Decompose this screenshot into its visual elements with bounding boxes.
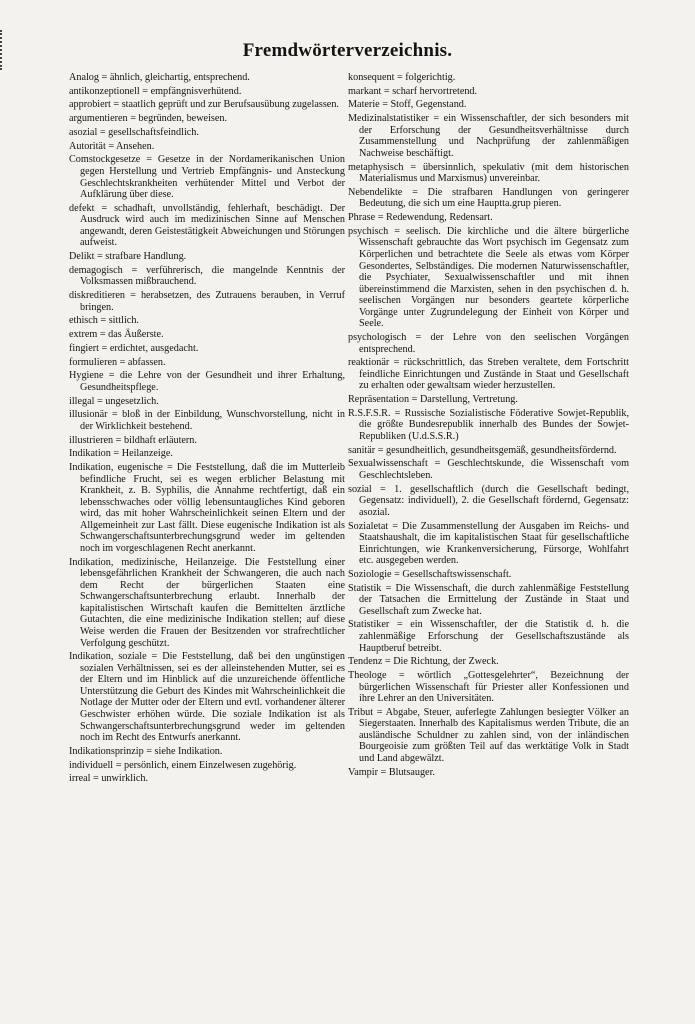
glossary-entry: Statistik = Die Wissenschaft, die durch zahlenmäßige Feststellung der Tatsachen die Ermittelung der Zustände in Staat und Gesellschaft zum Zwecke hat. xyxy=(348,582,629,617)
right-column xyxy=(348,72,629,780)
glossary-entry: Indikation, eugenische = Die Feststellung, daß die im Mutterleib befindliche Frucht, sei es wegen erblicher Belastung mit Krankheit, z. B. Syphilis, die Annahme rechtfertigt, daß ein lebensschwaches oder völlig lebensuntaugliches Kind geboren wird, das mit hoher Wahrscheinlichkeit seinen Eltern und der Allgemeinheit zur Last fällt. Diese eugenische Indikation ist als Schwangerschaftsunterbrechungsgrund weder im geltenden noch im vorgeschlagenen Recht anerkannt. xyxy=(69,462,345,554)
glossary-entry: formulieren = abfassen. xyxy=(69,356,166,368)
glossary-entry: Soziologie = Gesellschaftswissenschaft. xyxy=(348,568,512,580)
glossary-entry: antikonzeptionell = empfängnisverhütend. xyxy=(69,85,242,97)
glossary-entry: Phrase = Redewendung, Redensart. xyxy=(348,212,493,224)
glossary-entry: Analog = ähnlich, gleichartig, entsprechend. xyxy=(69,72,250,83)
glossary-entry: markant = scharf hervortretend. xyxy=(348,85,478,97)
glossary-entry: Sozialetat = Die Zusammenstellung der Ausgaben im Reichs- und Staatshaushalt, die im kapitalistischen Staat für gesellschaftliche Einrichtungen, wie Krankenversicherung, Fürsorge, Wohlfahrt etc. ausgegeben werden. xyxy=(348,520,629,567)
glossary-entry: Indikation, soziale = Die Feststellung, daß bei den ungünstigen sozialen Verhältnissen, sei es der alleinstehenden Mutter, sei es der Eltern und im Hinblick auf die unzureichende öffentliche Unterstützung die Geburt des Kindes mit Wahrscheinlichkeit die Notlage der Mutter oder der Eltern und evtl. vorhandener älterer Geschwister erhöhen würde. Die soziale Indikation ist als Schwangerschaftsunterbrechungsgrund weder im geltenden noch im Recht des Entwurfs anerkannt. xyxy=(69,651,345,744)
glossary-entry: Autorität = Ansehen. xyxy=(69,140,155,152)
glossary-entry: Hygiene = die Lehre von der Gesundheit und ihrer Erhaltung, Gesundheitspflege. xyxy=(69,370,345,393)
glossary-entry: Indikation = Heilanzeige. xyxy=(69,448,173,460)
glossary-entry: Sexualwissenschaft = Geschlechtskunde, die Wissenschaft vom Geschlechtsleben. xyxy=(348,458,629,481)
glossary-entry: Theologe = wörtlich „Gottesgelehrter“, Bezeichnung der bürgerlichen Wissenschaft für Priester aller Konfessionen und ihre Lehrer an den Universitäten. xyxy=(348,670,629,705)
glossary-entry: diskreditieren = herabsetzen, des Zutrauens berauben, in Verruf bringen. xyxy=(69,290,345,313)
glossary-entry: psychologisch = der Lehre von den seelischen Vorgängen entsprechend. xyxy=(348,331,629,355)
glossary-entry: Comstockgesetze = Gesetze in der Nordamerikanischen Union gegen Herstellung und Vertrieb Empfängnis- und Ansteckung Geschlechtskrankheiten verhütender Mittel und Verbot der Aufklärung über diese. xyxy=(69,154,345,201)
glossary-entry: demagogisch = verführerisch, die mangelnde Kenntnis der Volksmassen mißbrauchend. xyxy=(69,264,345,288)
page-title: Fremdwörterverzeichnis. xyxy=(242,40,453,61)
glossary-entry: defekt = schadhaft, unvollständig, fehlerhaft, beschädigt. Der Ausdruck wird auch im medizinischen Sinne auf Menschen angewandt, deren Geistestätigkeit Abweichungen und Störungen aufweist. xyxy=(69,202,345,249)
glossary-entry: Medizinalstatistiker = ein Wissenschaftler, der sich besonders mit der Erforschung der Gesundheitsverhältnisse durch Zusammenstellung und Nachprüfung der zahlenmäßigen Nachweise beschäftigt. xyxy=(348,113,629,159)
glossary-entry: Nebendelikte = Die strafbaren Handlungen von geringerer Bedeutung, die sich um eine Hauptta.grup pieren. xyxy=(348,186,629,210)
left-column xyxy=(69,72,345,787)
glossary-entry: illusionär = bloß in der Einbildung, Wunschvorstellung, nicht in der Wirklichkeit bestehend. xyxy=(69,409,345,432)
glossary-entry: illustrieren = bildhaft erläutern. xyxy=(69,434,197,446)
glossary-entry: Indikation, medizinische, Heilanzeige. Die Feststellung einer lebensgefährlichen Krankheit der Schwangeren, die auch nach dem Recht der bürgerlichen Staaten eine Schwangerschaftsunterbrechung erlaubt. Innerhalb der kapitalistischen Wirtschaft kaufen die Bemittelten ärztliche Gutachten, die eine medizinische Indikation stellen; auf diese Weise werden die Frauen der Besitzenden vor strafrechtlicher Verfolgung geschützt. xyxy=(69,556,345,649)
glossary-entry: Statistiker = ein Wissenschaftler, der die Statistik d. h. die zahlenmäßige Erforschung der Gesellschaftszustände als Hauptberuf betreibt. xyxy=(348,619,629,654)
glossary-entry: argumentieren = begründen, beweisen. xyxy=(69,113,228,125)
glossary-entry: approbiert = staatlich geprüft und zur Berufsausübung zugelassen. xyxy=(69,99,339,111)
glossary-entry: Tribut = Abgabe, Steuer, auferlegte Zahlungen besiegter Völker an Siegerstaaten. Innerhalb des Kapitalismus werden Tribute, die an ausländische Schuldner zu zahlen sind, von der inländischen Bourgeoisie zum größten Teil auf das werktätige Volk in Stadt und Land abgewälzt. xyxy=(348,706,629,765)
glossary-entry: Delikt = strafbare Handlung. xyxy=(69,251,187,263)
glossary-entry: Materie = Stoff, Gegenstand. xyxy=(348,99,467,111)
glossary-entry: asozial = gesellschaftsfeindlich. xyxy=(69,126,199,138)
glossary-entry: extrem = das Äußerste. xyxy=(69,329,164,341)
glossary-entry: ethisch = sittlich. xyxy=(69,315,139,327)
glossary-entry: metaphysisch = übersinnlich, spekulativ (mit dem historischen Materialismus und Marxismus) unvereinbar. xyxy=(348,161,629,185)
glossary-entry: R.S.F.S.R. = Russische Sozialistische Föderative Sowjet-Republik, die größte Bundesrepublik innerhalb des Bundes der Sowjet-Republiken (U.d.S.S.R.) xyxy=(348,407,629,442)
glossary-entry: individuell = persönlich, einem Einzelwesen zugehörig. xyxy=(69,759,297,771)
glossary-entry: sozial = 1. gesellschaftlich (durch die Gesellschaft bedingt, Gegensatz: individuell), 2. die Gesellschaft fördernd, Gegensatz: asozial. xyxy=(348,483,629,518)
glossary-entry: Indikationsprinzip = siehe Indikation. xyxy=(69,745,223,757)
glossary-entry: sanitär = gesundheitlich, gesundheitsgemäß, gesundheitsfördernd. xyxy=(348,444,617,456)
glossary-entry: psychisch = seelisch. Die kirchliche und die ältere bürgerliche Wissenschaft gebrauchte das Wort psychisch im Gegensatz zum Körperlichen und betrachtete die Seele als etwas vom Körper Gesondertes, Selbständiges. Die modernen Naturwissenschaftler, die Psychiater, Sexualwissenschaftler und mit ihnen übereinstimmend die Marxisten, sehen in den psychischen d. h. seelischen Vorgängen nur besonders geartete körperliche Vorgänge unter Zugrundelegung der Einheit von Körper und Seele. xyxy=(348,225,629,330)
glossary-entry: Vampir = Blutsauger. xyxy=(348,766,435,778)
glossary-entry: reaktionär = rückschrittlich, das Streben veraltete, dem Fortschritt feindliche Einrichtungen und Zustände in Staat und Gesellschaft zu erhalten oder gewaltsam wieder herzustellen. xyxy=(348,357,629,392)
glossary-entry: konsequent = folgerichtig. xyxy=(348,72,456,83)
glossary-entry: fingiert = erdichtet, ausgedacht. xyxy=(69,342,199,354)
glossary-entry: illegal = ungesetzlich. xyxy=(69,395,159,407)
glossary-entry: irreal = unwirklich. xyxy=(69,773,149,785)
glossary-entry: Repräsentation = Darstellung, Vertretung. xyxy=(348,394,518,406)
glossary-entry: Tendenz = Die Richtung, der Zweck. xyxy=(348,656,499,668)
